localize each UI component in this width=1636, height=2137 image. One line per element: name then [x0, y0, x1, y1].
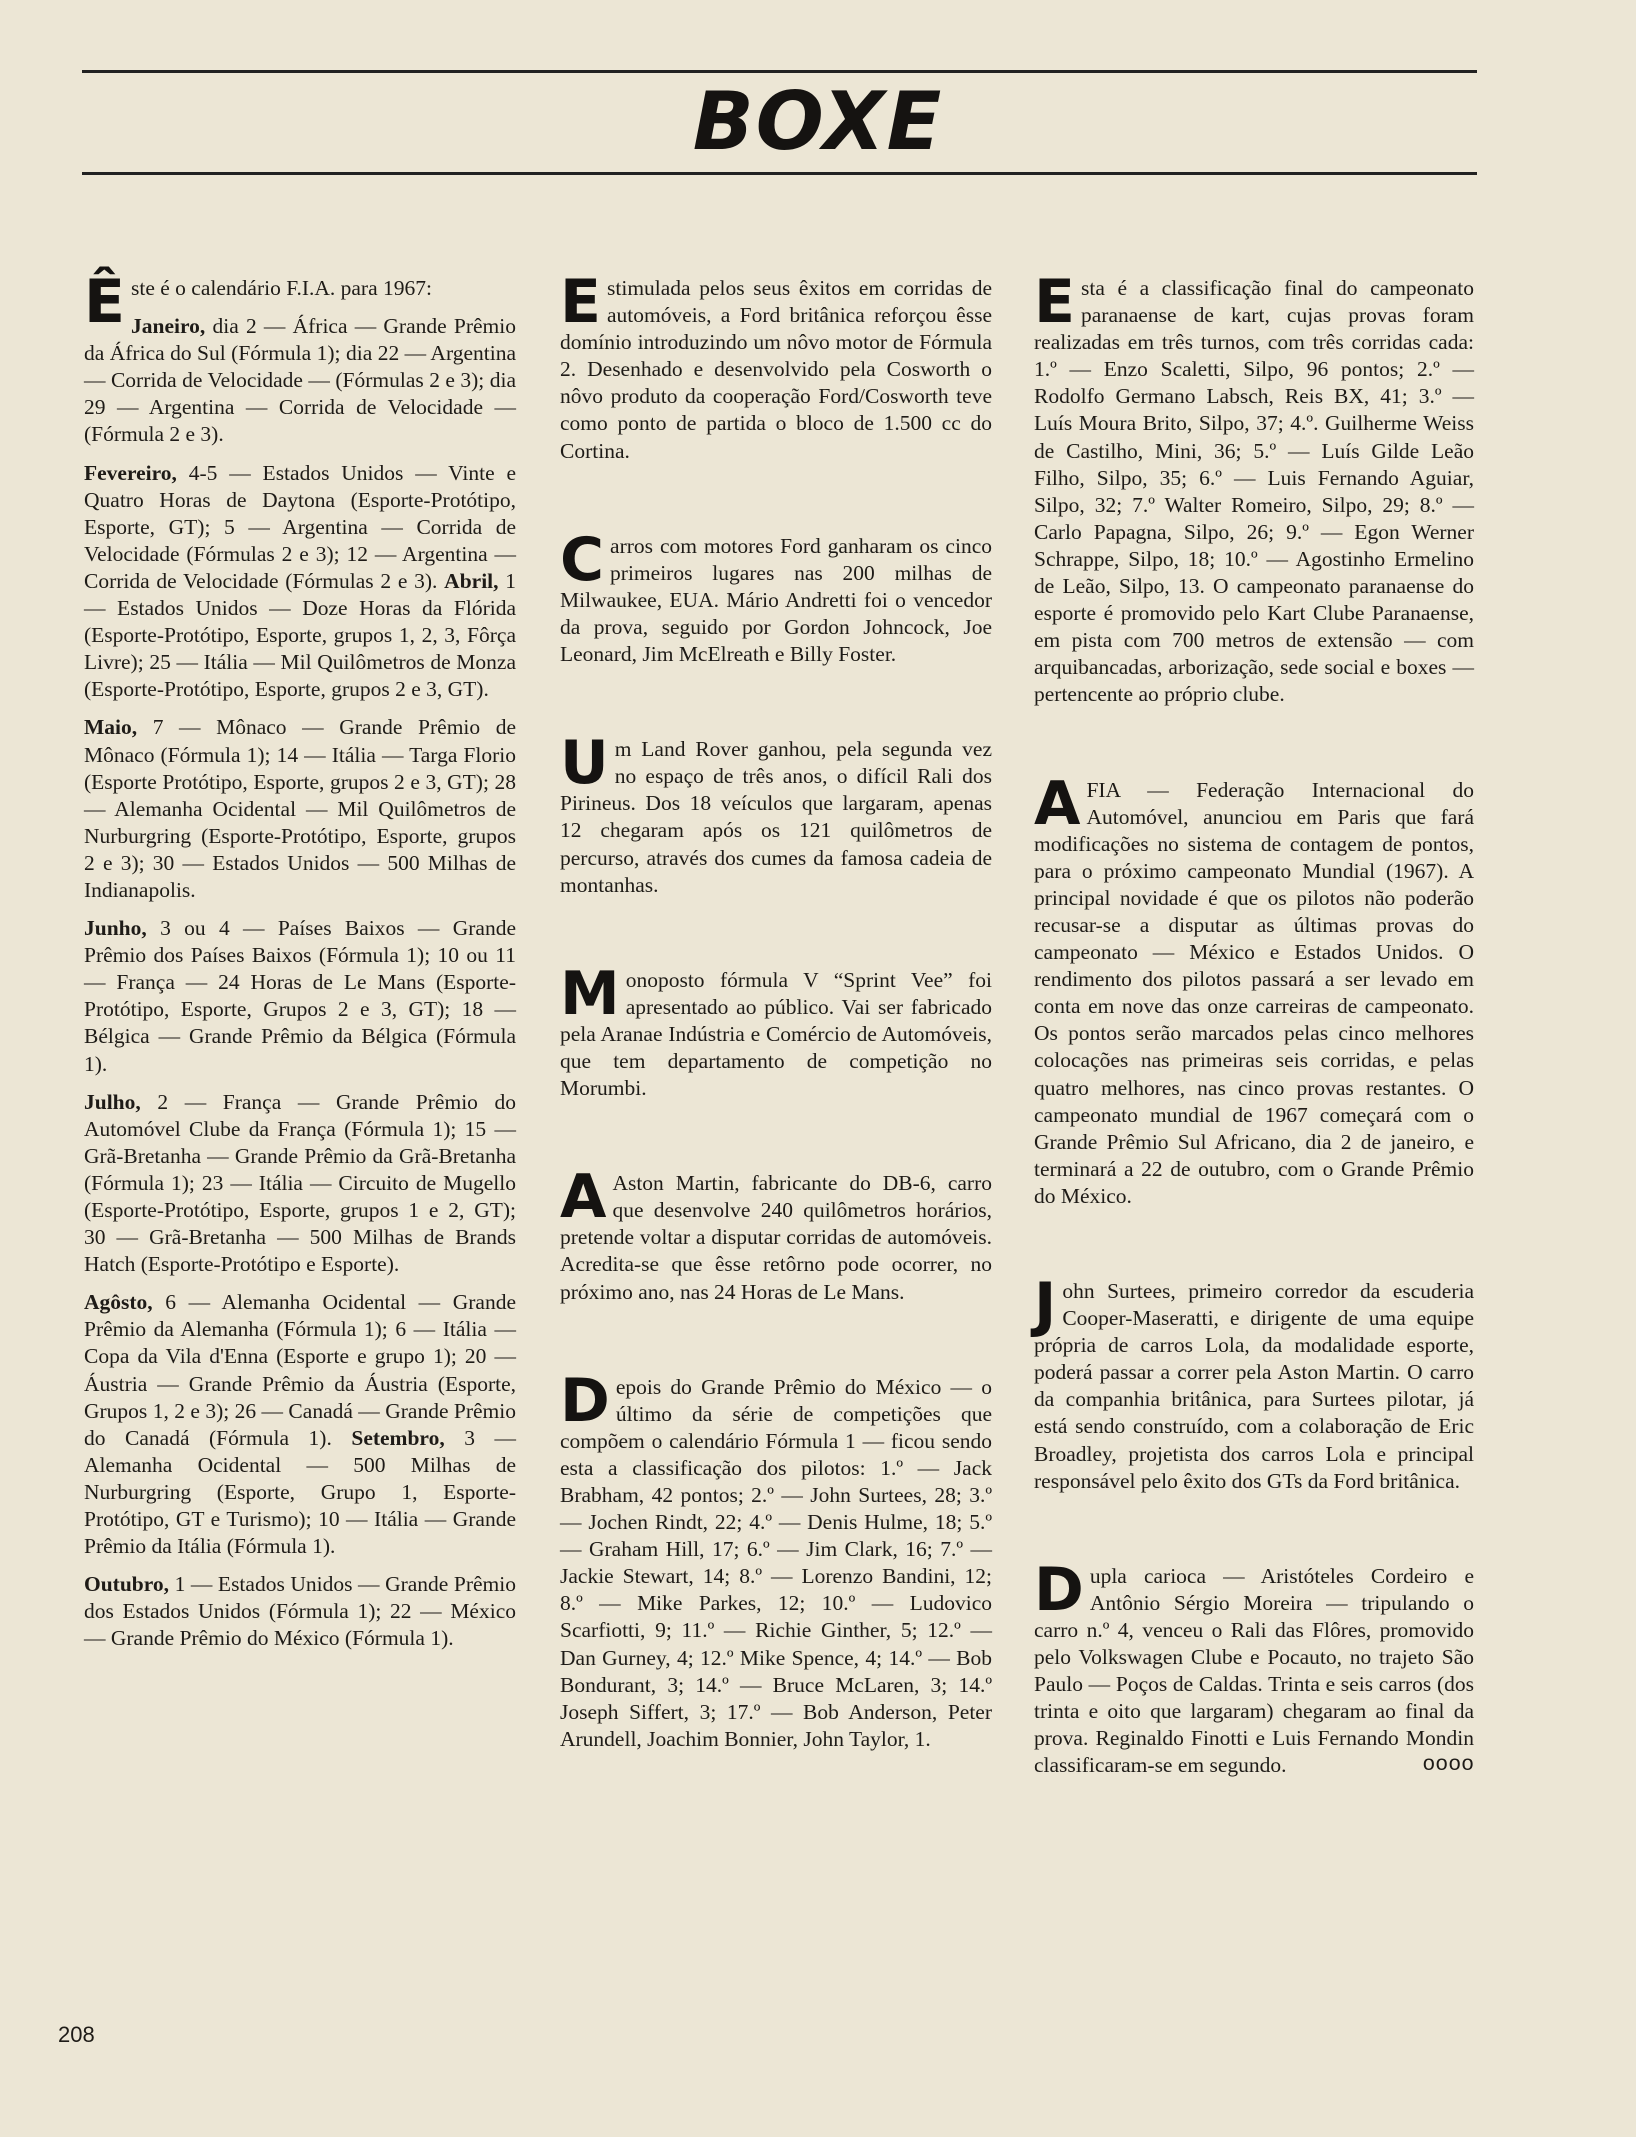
page-number: 208: [58, 2022, 95, 2047]
entry-text: 1 — Estados Unidos — Grande Prêmio dos Estados Unidos (Fórmula 1); 22 — México — Grande Prêmio do México (Fórmula 1).: [84, 1572, 516, 1651]
calendar-entry-february-april: [84, 460, 516, 704]
drop-cap: D: [560, 1365, 610, 1436]
entry-text: 1 — Estados Unidos — Doze Horas da Flórida (Esporte-Protótipo, Esporte, grupos 1, 2, 3, Fôrça Livre); 25 — Itália — Mil Quilômetros de Monza (Esporte-Protótipo, Esporte, grupos 2 e 3, GT).: [84, 568, 517, 702]
column-news-right: [1034, 267, 1474, 1848]
news-item-kart-parana: [1034, 267, 1474, 709]
calendar-entry-october: [84, 1571, 516, 1652]
header-rule-top: [82, 70, 1477, 73]
news-item-ford-engine: [560, 267, 992, 465]
drop-cap: M: [560, 958, 620, 1029]
news-text: stimulada pelos seus êxitos em corridas de automóveis, a Ford britânica reforçou êsse domínio introduzindo um nôvo motor de Fórmula 2. Desenhado e desenvolvido pela Cosworth o nôvo produto da cooperação Ford/Cosworth teve como ponto de partida o bloco de 1.500 cc do Cortina.: [560, 276, 992, 463]
calendar-entry-may: [84, 714, 516, 904]
header-rule-bottom: [82, 172, 1477, 175]
news-text: upla carioca — Aristóteles Cordeiro e Antônio Sérgio Moreira — tripulando o carro n.º 4, venceu o Rali das Flôres, promovido pelo Volkswagen Clube e Pocauto, no trajeto São Paulo — Poços de Caldas. Trinta e seis carros (dos trinta e oito que largaram) chegaram ao final da prova. Reginaldo Finotti e Luis Fernando Mondin classificaram-se em segundo.: [1034, 1563, 1474, 1778]
news-item-f1-standings: [560, 1365, 992, 1753]
news-item-surtees: [1034, 1270, 1474, 1495]
drop-cap: E: [1034, 267, 1075, 337]
entry-text: 2 — França — Grande Prêmio do Automóvel Clube da França (Fórmula 1); 15 — Grã-Bretanha — Grande Prêmio da Grã-Bretanha (Fórmula 1); 23 — Itália — Circuito de Mugello (Esporte-Protótipo, Esporte, grupos 1 e 2, GT); 30 — Grã-Bretanha — 500 Milhas de Brands Hatch (Esporte-Protótipo e Esporte).: [84, 1089, 516, 1277]
news-text: onoposto fórmula V “Sprint Vee” foi apresentado ao público. Vai ser fabricado pela Aranae Indústria e Comércio de Automóveis, que tem departamento de competição no Morumbi.: [560, 967, 992, 1101]
news-item-rali-flores: [1034, 1554, 1474, 1780]
news-item-sprint-vee: [560, 958, 992, 1102]
news-text: ohn Surtees, primeiro corredor da escuderia Cooper-Maseratti, e dirigente de uma equipe própria de carros Lola, da modalidade esporte, poderá passar a correr pela Aston Martin. O carro da companhia britânica, para Surtees pilotar, já está sendo construído, com a colaboração de Eric Broadley, projetista dos carros Lola e principal responsável pelo êxito dos GTs da Ford britânica.: [1034, 1279, 1474, 1493]
month-label: Abril,: [444, 568, 499, 593]
drop-cap: D: [1034, 1554, 1084, 1625]
drop-cap: A: [560, 1162, 607, 1233]
entry-text: 6 — Alemanha Ocidental — Grande Prêmio da Alemanha (Fórmula 1); 6 — Itália — Copa da Vila d'Enna (Esporte e grupo 1); 20 — Áustria — Grande Prêmio da Áustria (Esporte, Grupos 1, 2 e 3); 26 — Canadá — Grande Prêmio do Canadá (Fórmula 1).: [84, 1290, 516, 1450]
news-text: Aston Martin, fabricante do DB-6, carro que desenvolve 240 quilômetros horários, pretende voltar a disputar corridas de automóveis. Acredita-se que êsse retôrno pode ocorrer, no próximo ano, nas 24 Horas de Le Mans.: [560, 1171, 992, 1304]
drop-cap: J: [1034, 1270, 1057, 1340]
column-news-middle: [560, 267, 992, 1821]
calendar-entry-january: [84, 313, 516, 448]
news-text: sta é a classificação final do campeonato paranaense de kart, cujas provas foram realizadas em três turnos, com três corridas cada: 1.º — Enzo Scaletti, Silpo, 96 pontos; 2.º — Rodolfo Germano Labsch, Reis BX, 41; 3.º — Luís Moura Brito, Silpo, 37; 4.º. Guilherme Weiss de Castilho, Mini, 36; 5.º — Luís Gilde Leão Filho, Silpo, 35; 6.º — Luis Fernando Aguiar, Silpo, 32; 7.º Walter Romeiro, Silpo, 29; 8.º — Carlo Papagna, Silpo, 26; 9.º — Egon Werner Schrappe, Silpo, 18; 10.º — Agostinho Ermelino de Leão, Silpo, 13. O campeonato paranaense do esporte é promovido pelo Kart Clube Paranaense, em pista com 700 metros de extensão — com arquibancadas, arborização, sede social e boxes — pertencente ao próprio clube.: [1034, 276, 1474, 707]
news-text: FIA — Federação Internacional do Automóvel, anunciou em Paris que fará modificações no sistema de contagem de pontos, para o próximo campeonato Mundial (1967). A principal novidade é que os pilotos não poderão recusar-se a disputar as últimas provas do campeonato — México e Estados Unidos. O rendimento dos pilotos passará a ser levado em conta em nove das onze carreiras de campeonato. Os pontos serão marcados pelas cinco melhores colocações nas primeiras seis corridas, e pelas quatro melhores, nas cinco provas restantes. O campeonato mundial de 1967 começará com o Grande Prêmio Sul Africano, dia 2 de janeiro, e terminará a 22 de outubro, com o Grande Prêmio do México.: [1034, 777, 1474, 1208]
drop-cap: E: [560, 267, 601, 337]
month-label: Maio,: [84, 715, 138, 740]
month-label: Fevereiro,: [84, 460, 177, 485]
entry-text: dia 2 — África — Grande Prêmio da África do Sul (Fórmula 1); dia 22 — Argentina — Corrida de Velocidade — (Fórmulas 2 e 3); dia 29 — Argentina — Corrida de Velocidade — (Fórmula 2 e 3).: [84, 314, 516, 447]
intro-text: ste é o calendário F.I.A. para 1967:: [131, 276, 432, 300]
news-text: m Land Rover ganhou, pela segunda vez no espaço de três anos, o difícil Rali dos Pirineus. Dos 18 veículos que largaram, apenas 12 chegaram após os 121 quilômetros de percurso, através dos cumes da famosa cadeia de montanhas.: [560, 737, 992, 897]
news-item-aston-martin: [560, 1162, 992, 1305]
month-label: Setembro,: [351, 1425, 445, 1450]
drop-cap: Ê: [84, 267, 125, 337]
calendar-entry-june: [84, 915, 516, 1078]
drop-cap: C: [560, 524, 605, 595]
drop-cap: U: [560, 728, 609, 799]
column-calendar: [84, 267, 517, 1664]
month-label: Outubro,: [84, 1572, 170, 1597]
calendar-entry-august-september: [84, 1289, 516, 1560]
month-label: Agôsto,: [84, 1290, 153, 1315]
news-item-fia-points: [1034, 768, 1474, 1211]
section-title: BOXE: [692, 75, 944, 168]
month-label: Julho,: [84, 1089, 141, 1114]
drop-cap: A: [1034, 768, 1081, 839]
entry-text: 3 ou 4 — Países Baixos — Grande Prêmio dos Países Baixos (Fórmula 1); 10 ou 11 — França — 24 Horas de Le Mans (Esporte-Protótipo, Esporte, Grupos 2 e 3, GT); 18 — Bélgica — Grande Prêmio da Bélgica (Fórmula 1).: [84, 916, 516, 1076]
entry-text: 3 — Alemanha Ocidental — 500 Milhas de Nurburgring (Esporte, Grupo 1, Esporte-Protótipo, GT e Turismo); 10 — Itália — Grande Prêmio da Itália (Fórmula 1).: [84, 1425, 517, 1559]
month-label: Janeiro,: [131, 314, 206, 339]
end-mark: oooo: [1422, 1753, 1474, 1778]
month-label: Junho,: [84, 916, 147, 941]
news-item-land-rover: [560, 728, 992, 899]
entry-text: 4-5 — Estados Unidos — Vinte e Quatro Horas de Daytona (Esporte-Protótipo, Esporte, GT); 5 — Argentina — Corrida de Velocidade (Fórmulas 2 e 3); 12 — Argentina — Corrida de Velocidade (Fórmulas 2 e 3).: [84, 460, 516, 593]
news-text: epois do Grande Prêmio do México — o último da série de competições que compõem o calendário Fórmula 1 — ficou sendo esta a classificação dos pilotos: 1.º — Jack Brabham, 42 pontos; 2.º — John Surtees, 28; 3.º — Jochen Rindt, 22; 4.º — Denis Hulme, 18; 5.º — Graham Hill, 17; 6.º — Jim Clark, 16; 7.º — Jackie Stewart, 14; 8.º — Lorenzo Bandini, 12; 8.º — Mike Parkes, 12; 10.º — Ludovico Scarfiotti, 9; 11.º — Richie Ginther, 5; 12.º — Dan Gurney, 4; 12.º Mike Spence, 4; 14.º — Bob Bondurant, 3; 14.º — Bruce McLaren, 3; 14.º Joseph Siffert, 3; 17.º — Bob Anderson, Peter Arundell, Joachim Bonnier, John Taylor, 1.: [560, 1374, 992, 1751]
news-text: arros com motores Ford ganharam os cinco primeiros lugares nas 200 milhas de Milwaukee, EUA. Mário Andretti foi o vencedor da prova, seguido por Gordon Johncock, Joe Leonard, Jim McElreath e Billy Foster.: [560, 533, 992, 667]
news-item-milwaukee: [560, 524, 992, 668]
calendar-entry-july: [84, 1089, 516, 1279]
entry-text: 7 — Mônaco — Grande Prêmio de Mônaco (Fórmula 1); 14 — Itália — Targa Florio (Esporte Protótipo, Esporte, grupos 2 e 3, GT); 28 — Alemanha Ocidental — Mil Quilômetros de Nurburgring (Esporte-Protótipo, Esporte, grupos 2 e 3); 30 — Estados Unidos — 500 Milhas de Indianapolis.: [84, 715, 516, 902]
